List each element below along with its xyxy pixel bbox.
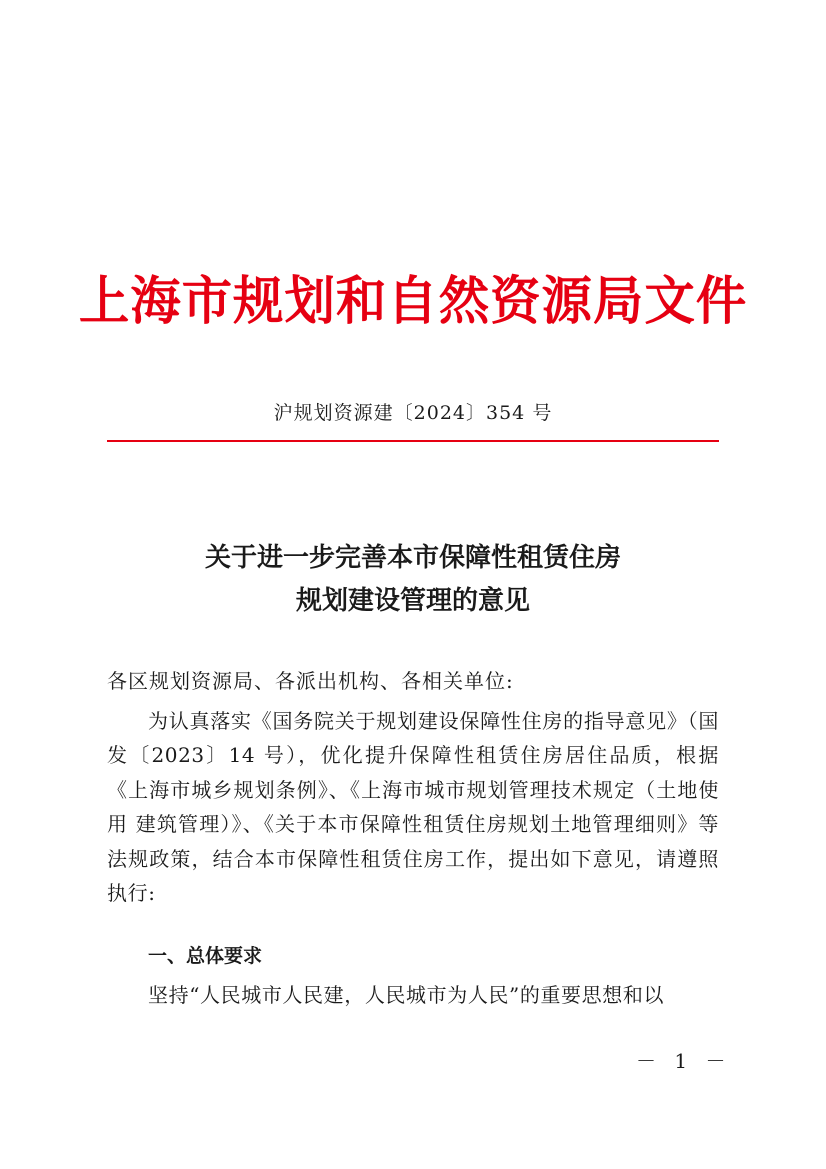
document-title-line-2: 规划建设管理的意见	[295, 586, 530, 616]
document-title-line-1: 关于进一步完善本市保障性租赁住房	[204, 543, 621, 573]
body-paragraph-2: 坚持“人民城市人民建，人民城市为人民”的重要思想和以	[148, 983, 665, 1007]
red-divider-line	[107, 440, 719, 442]
document-title	[0, 537, 826, 623]
section-heading-1: 一、总体要求	[148, 945, 263, 967]
body-paragraph-1: 为认真落实《国务院关于规划建设保障性住房的指导意见》（国发〔2023〕14 号），优化提升保障性租赁住房居住品质，根据《上海市城乡规划条例》、《上海市城市规划管理技术规定（土地使用 建筑管理）》、《关于本市保障性租赁住房规划土地管理细则》等法规政策，结合本市保障性租赁住房工作，提出如下意见，请遵照执行:	[107, 709, 719, 906]
issuer-header-title: 上海市规划和自然资源局文件	[78, 271, 748, 332]
addressee: 各区规划资源局、各派出机构、各相关单位:	[107, 669, 514, 693]
page-number: － 1 －	[636, 1049, 732, 1073]
document-number: 沪规划资源建〔2024〕354 号	[273, 402, 553, 424]
